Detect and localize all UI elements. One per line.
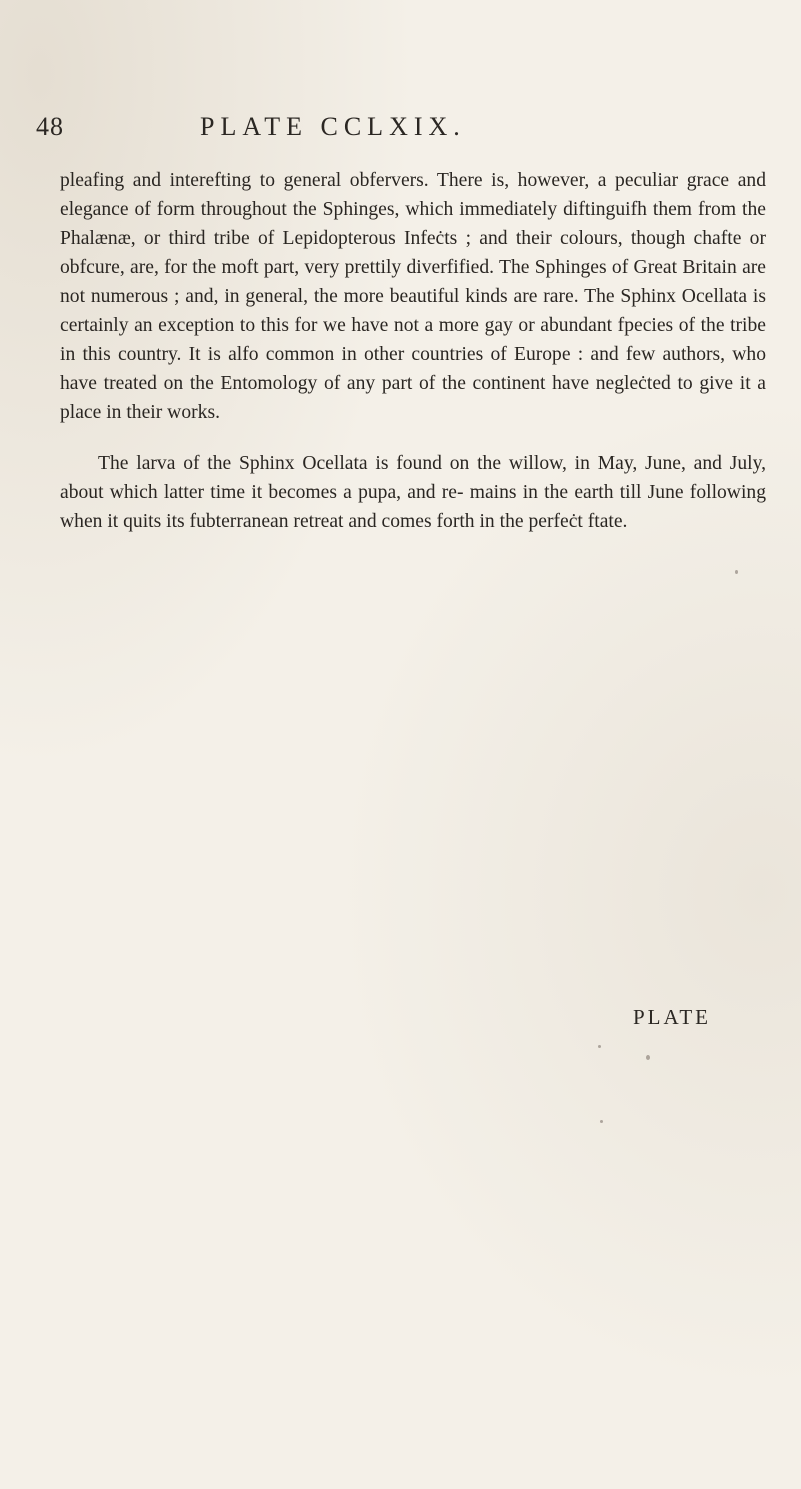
page-number: 48: [36, 112, 64, 141]
paragraph: pleafing and interefting to general obfervers. There is, however, a peculiar grace and elegance of form throughout the Sphinges, which immediately diftinguifh them from the Phalænæ, or third tribe of Lepidopterous Infeċts ; and their colours, though chafte or obfcure, are, for the moft part, very prettily diverfified. The Sphinges of Great Britain are not numerous ; and, in general, the more beautiful kinds are rare. The Sphinx Ocellata is certainly an exception to this for we have not a more gay or abundant fpecies of the tribe in this country. It is alfo common in other countries of Europe : and few authors, who have treated on the Entomology of any part of the continent have negleċted to give it a place in their works.: [60, 170, 766, 423]
page-header: [0, 112, 801, 148]
paper-speck: [735, 570, 738, 574]
running-head: PLATE CCLXIX.: [200, 112, 466, 141]
catchword: PLATE: [633, 1005, 711, 1029]
body-text: [60, 166, 766, 536]
paper-speck: [600, 1120, 603, 1123]
paragraph: The larva of the Sphinx Ocellata is found on the willow, in May, June, and July, about which latter time it becomes a pupa, and re- mains in the earth till June following when it quits its fubterranean retreat and comes forth in the perfeċt ftate.: [60, 453, 766, 532]
paper-speck: [646, 1055, 650, 1060]
paper-speck: [598, 1045, 601, 1048]
